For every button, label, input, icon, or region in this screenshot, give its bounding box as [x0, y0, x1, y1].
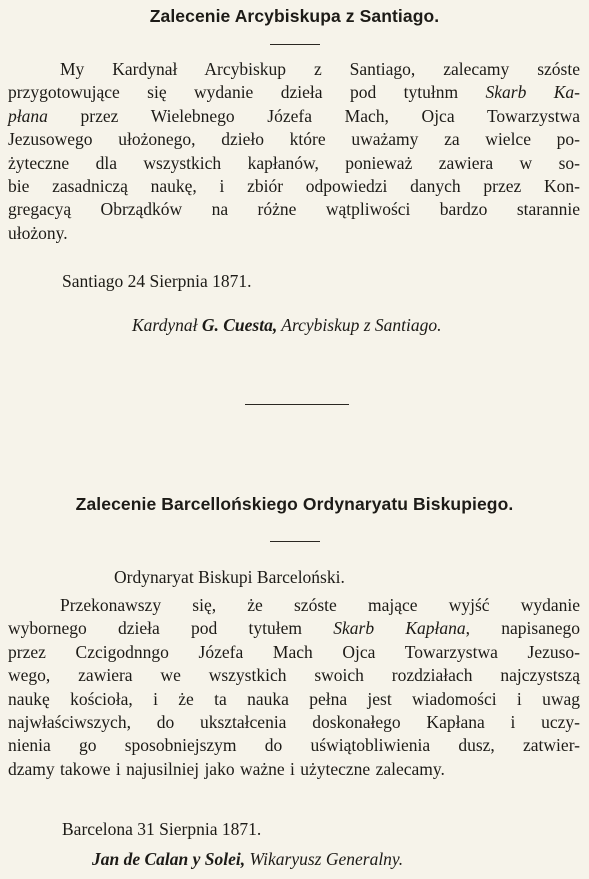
text-line [8, 758, 580, 781]
section1-body [8, 58, 580, 245]
section2-subheading: Ordynaryat Biskupi Barceloński. [114, 567, 345, 587]
text-line [8, 734, 580, 757]
text-run: , napisanego [465, 618, 580, 639]
text-line [8, 152, 580, 175]
section2-date: Barcelona 31 Sierpnia 1871. [62, 819, 262, 839]
section2-signature-name: Jan de Calan y Solei, [92, 849, 246, 869]
text-run: Przekonawszy się, że szóste mające wyjść wydanie [60, 595, 580, 615]
text-line [8, 198, 580, 221]
text-run: gregacyą Obrządków na różne wątpliwości bardzo starannie [8, 199, 580, 220]
text-run: najwłaściwszych, do ukształcenia doskonałego Kapłana i uczy- [8, 712, 580, 733]
text-line [8, 641, 580, 664]
text-line [8, 81, 580, 104]
text-line [8, 175, 580, 198]
section1-date: Santiago 24 Sierpnia 1871. [62, 271, 252, 291]
section1-signature [132, 315, 442, 336]
text-run: przez Czcigodnngo Józefa Mach Ojca Towarzystwa Jezuso- [8, 641, 580, 662]
text-run: bie zasadniczą naukę, i zbiór odpowiedzi danych przez Kon- [8, 176, 580, 197]
section1-heading-rule [270, 44, 320, 45]
text-line [8, 617, 580, 640]
text-line [8, 664, 580, 687]
section1-signature-suffix: Arcybiskup z Santiago. [277, 315, 442, 335]
italic-title: Skarb Ka- [485, 82, 580, 103]
section2-heading: Zalecenie Barcellońskiego Ordynaryatu Biskupiego. [75, 494, 514, 514]
text-run: naukę kościoła, i że ta nauka pełna jest wiadomości i uwag [8, 688, 580, 709]
text-line [8, 105, 580, 128]
text-line [8, 594, 580, 617]
italic-title: Skarb Kapłana [333, 618, 466, 639]
text-line [8, 711, 580, 734]
section1-signature-prefix: Kardynał [132, 315, 202, 335]
section2-body [8, 594, 580, 781]
text-run: nienia go sposobniejszym do uświątobliwienia dusz, zatwier- [8, 735, 580, 756]
section1-heading: Zalecenie Arcybiskupa z Santiago. [149, 6, 440, 26]
text-run: przygotowujące się wydanie dzieła pod tytułnm [8, 82, 486, 103]
section2-signature [92, 849, 403, 870]
section1-signature-name: G. Cuesta, [201, 315, 278, 335]
text-run: żyteczne dla wszystkich kapłanów, ponieważ zawiera w so- [8, 152, 580, 173]
text-run: wego, zawiera we wszystkich swoich rozdziałach najczystszą [8, 665, 580, 686]
text-run: dzamy takowe i najusilniej jako ważne i użyteczne zalecamy. [8, 758, 445, 779]
text-run: przez Wielebnego Józefa Mach, Ojca Towarzystwa [47, 105, 580, 126]
text-line [8, 688, 580, 711]
text-run: wybornego dzieła pod tytułem [8, 618, 334, 639]
text-line [8, 58, 580, 81]
text-run: My Kardynał Arcybiskup z Santiago, zalecamy szóste [60, 59, 580, 79]
italic-title: płana [8, 105, 48, 126]
section2-signature-suffix: Wikaryusz Generalny. [245, 849, 404, 869]
section-divider [245, 404, 349, 405]
text-line [8, 222, 580, 245]
text-line [8, 128, 580, 151]
section2-heading-rule [270, 541, 320, 542]
text-run: Jezusowego ułożonego, dzieło które uważamy za wielce po- [8, 129, 580, 150]
text-run: ułożony. [8, 222, 68, 243]
